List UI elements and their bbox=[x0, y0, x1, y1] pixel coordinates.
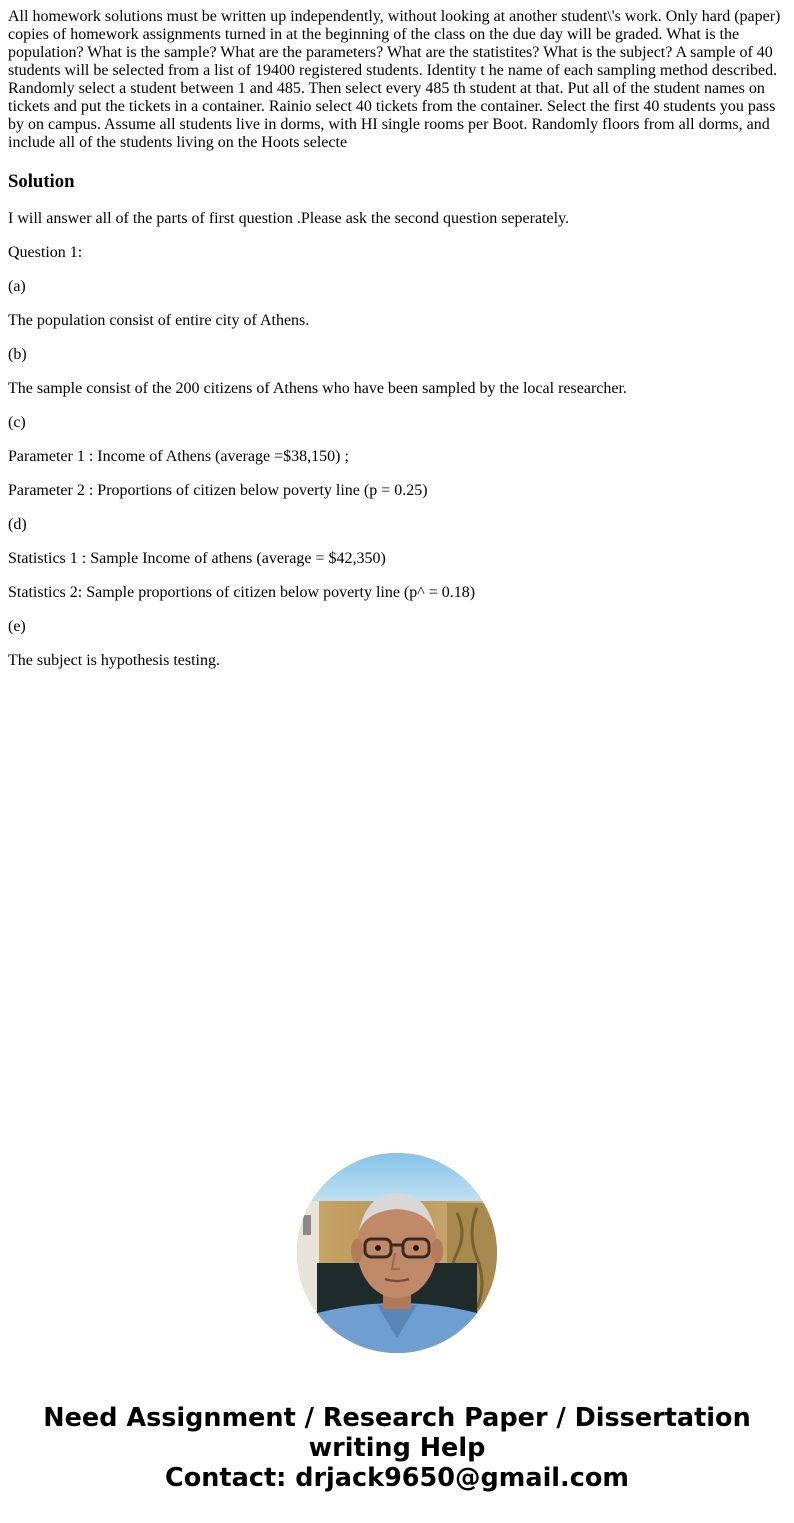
avatar bbox=[297, 1153, 497, 1353]
footer-contact-email: Contact: drjack9650@gmail.com bbox=[165, 1463, 629, 1493]
part-e-label: (e) bbox=[8, 618, 26, 635]
part-a-label: (a) bbox=[8, 278, 26, 295]
parameter-2: Parameter 2 : Proportions of citizen below poverty line (p = 0.25) bbox=[8, 482, 428, 499]
part-a-answer: The population consist of entire city of Athens. bbox=[8, 312, 310, 329]
parameter-1: Parameter 1 : Income of Athens (average =$38,150) ; bbox=[8, 448, 349, 465]
avatar-portrait bbox=[297, 1153, 497, 1353]
part-d-label: (d) bbox=[8, 516, 27, 533]
part-b-label: (b) bbox=[8, 346, 27, 363]
footer-contact bbox=[0, 1403, 794, 1493]
footer-line-1: Need Assignment / Research Paper / Dissertation bbox=[43, 1403, 751, 1433]
question-text: All homework solutions must be written up independently, without looking at another student\'s work. Only hard (paper) copies of homework assignments turned in at the beginning of the class on the due day will be graded. What is the population? What is the sample? What are the parameters? What are the statistites? What is the subject? A sample of 40 students will be selected from a list of 19400 registered students. Identity t he name of each sampling method described. Randomly select a student between 1 and 485. Then select every 485 th student at that. Put all of the student names on tickets and put the tickets in a container. Rainio select 40 tickets from the container. Select the first 40 students you pass by on campus. Assume all students live in dorms, with HI single rooms per Boot. Randomly floors from all dorms, and include all of the students living on the Hoots selecte bbox=[8, 8, 781, 151]
document-content bbox=[8, 8, 786, 670]
solution-body bbox=[8, 210, 786, 670]
intro-paragraph: I will answer all of the parts of first question .Please ask the second question seperately. bbox=[8, 210, 570, 227]
part-e-answer: The subject is hypothesis testing. bbox=[8, 652, 220, 669]
statistic-1: Statistics 1 : Sample Income of athens (average = $42,350) bbox=[8, 550, 386, 567]
solution-heading: Solution bbox=[8, 171, 75, 192]
question-label: Question 1: bbox=[8, 244, 83, 261]
statistic-2: Statistics 2: Sample proportions of citizen below poverty line (p^ = 0.18) bbox=[8, 584, 476, 601]
part-c-label: (c) bbox=[8, 414, 26, 431]
footer-line-2: writing Help bbox=[308, 1433, 486, 1463]
part-b-answer: The sample consist of the 200 citizens of Athens who have been sampled by the local researcher. bbox=[8, 380, 627, 397]
